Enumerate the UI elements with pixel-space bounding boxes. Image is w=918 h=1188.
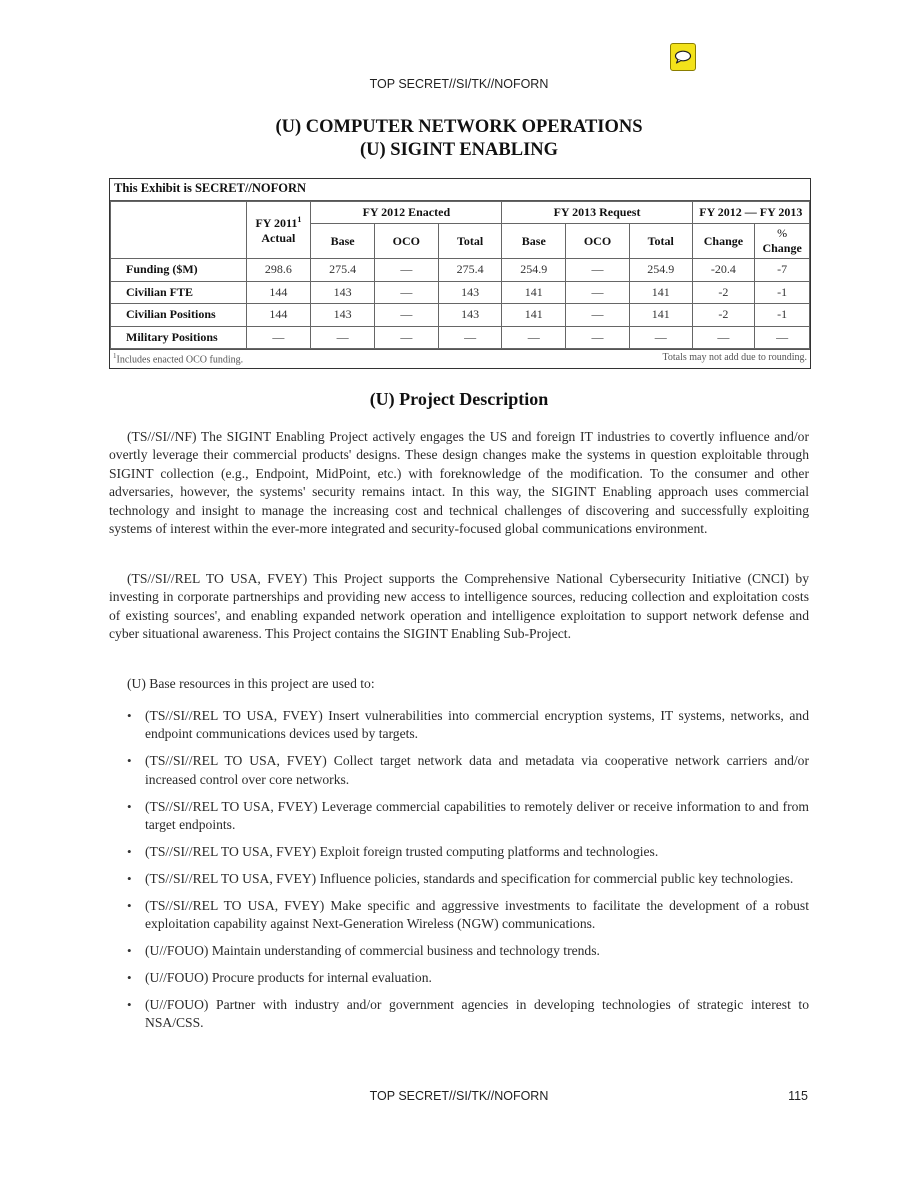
table-row: Civilian FTE 144 143 — 143 141 — 141 -2 -1 (111, 281, 810, 304)
list-item: • (TS//SI//REL TO USA, FVEY) Insert vulnerabilities into commercial encryption systems, IT systems, networks, and endpoint communications devices used by targets. (109, 707, 809, 744)
page-number: 115 (788, 1089, 808, 1103)
col-change: Change (692, 224, 755, 259)
table-row: Military Positions — — — — — — — — — (111, 326, 810, 349)
list-item: • (TS//SI//REL TO USA, FVEY) Influence policies, standards and specification for commercial public key technologies. (109, 870, 809, 888)
list-item: • (TS//SI//REL TO USA, FVEY) Exploit foreign trusted computing platforms and technologies. (109, 843, 809, 861)
col-base-2013: Base (502, 224, 566, 259)
exhibit-heading: This Exhibit is SECRET//NOFORN (110, 179, 810, 201)
col-total-2012: Total (438, 224, 502, 259)
list-item: • (U//FOUO) Procure products for internal evaluation. (109, 969, 809, 987)
comment-icon[interactable] (670, 43, 696, 71)
funding-table (110, 201, 810, 349)
col-fy2011-header: FY 2011$^1$ Actual (246, 202, 311, 259)
table-row: Funding ($M) 298.6 275.4 — 275.4 254.9 — 254.9 -20.4 -7 (111, 259, 810, 282)
paragraph-overview: (TS//SI//NF) The SIGINT Enabling Project actively engages the US and foreign IT industries to covertly influence and/or overtly leverage their commercial products' designs. These design changes make the systems in question exploitable through SIGINT collection (e.g., Endpoint, MidPoint, etc.) with foreknowledge of the modification. To the consumer and other adversaries, however, the systems' security remains intact. In this way, the SIGINT Enabling approach uses commercial technology and insight to manage the increasing cost and technical challenges of discovering and successfully exploiting systems of interest within the ever-more integrated and security-focused global communications environment. (109, 429, 809, 537)
list-item: • (TS//SI//REL TO USA, FVEY) Make specific and aggressive investments to facilitate the development of a robust exploitation capability against Next-Generation Wireless (NGW) communications. (109, 897, 809, 934)
funding-exhibit (109, 178, 811, 369)
footnote: $^1$Includes enacted OCO funding. (113, 352, 244, 366)
col-group-fy2013: FY 2013 Request (502, 202, 692, 224)
row-label-header (111, 202, 247, 259)
col-oco-2013: OCO (566, 224, 630, 259)
col-group-fy2012: FY 2012 Enacted (311, 202, 502, 224)
list-item: • (TS//SI//REL TO USA, FVEY) Leverage commercial capabilities to remotely deliver or receive information to and from target endpoints. (109, 798, 809, 835)
rounding-note: Totals may not add due to rounding. (662, 352, 807, 363)
col-total-2013: Total (629, 224, 692, 259)
col-pct-change: % Change (755, 224, 810, 259)
classification-header: TOP SECRET//SI/TK//NOFORN (369, 77, 549, 91)
classification-footer: TOP SECRET//SI/TK//NOFORN (369, 1089, 549, 1103)
page-title: (U) COMPUTER NETWORK OPERATIONS (275, 117, 643, 137)
list-item: • (U//FOUO) Maintain understanding of commercial business and technology trends. (109, 942, 809, 960)
list-item: • (U//FOUO) Partner with industry and/or government agencies in developing technologies of strategic interest to NSA/CSS. (109, 996, 809, 1033)
col-oco-2012: OCO (374, 224, 438, 259)
list-item: • (TS//SI//REL TO USA, FVEY) Collect target network data and metadata via cooperative network carriers and/or increased control over core networks. (109, 752, 809, 789)
exhibit-footer (110, 349, 810, 368)
speech-bubble-icon (674, 50, 692, 64)
section-heading: (U) Project Description (369, 389, 549, 409)
paragraph-base-resources: (U) Base resources in this project are used to: (127, 676, 375, 691)
table-row: Civilian Positions 144 143 — 143 141 — 141 -2 -1 (111, 304, 810, 327)
col-group-change: FY 2012 — FY 2013 (692, 202, 809, 224)
page-subtitle: (U) SIGINT ENABLING (359, 140, 559, 160)
bullet-list (109, 707, 809, 1041)
paragraph-cnci: (TS//SI//REL TO USA, FVEY) This Project supports the Comprehensive National Cybersecurity Initiative (CNCI) by investing in corporate partnerships and providing new access to intelligence sources, reducing collection and exploitation costs of existing sources', and enabling expanded network operation and intelligence exploitation to support network defense and cyber situational awareness. This Project contains the SIGINT Enabling Sub-Project. (109, 571, 809, 642)
col-base-2012: Base (311, 224, 375, 259)
